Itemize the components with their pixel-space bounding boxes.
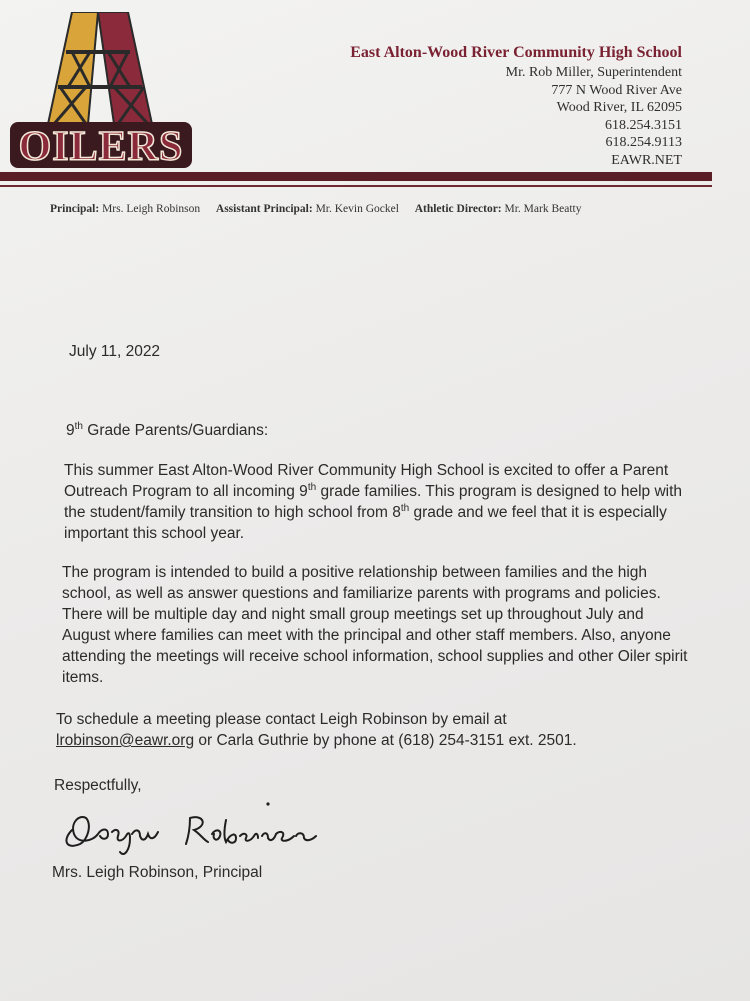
letter-date: July 11, 2022 [69, 343, 161, 360]
principal-label: Principal: [50, 203, 100, 215]
signer-name: Mrs. Leigh Robinson, Principal [52, 864, 263, 881]
paragraph-contact-part-1: To schedule a meeting please contact Leigh Robinson by email at [56, 711, 507, 728]
salutation-ordinal: th [74, 420, 83, 432]
header-rule-thick [0, 172, 712, 181]
ordinal-sup-1: th [307, 481, 317, 493]
assistant-principal-name: Mr. Kevin Gockel [315, 203, 399, 215]
paragraph-intro-part-3: grade and we feel that it is especially important this school year. [64, 504, 667, 542]
salutation-text: Grade Parents/Guardians: [82, 422, 269, 439]
superintendent: Mr. Rob Miller, Superintendent [505, 65, 682, 80]
athletic-director-label: Athletic Director: [414, 203, 502, 215]
school-contact-block [350, 42, 682, 169]
email-link[interactable]: lrobinson@eawr.org [56, 732, 195, 749]
paragraph-contact [56, 709, 696, 751]
staff-line [50, 203, 730, 215]
athletic-director-name: Mr. Mark Beatty [504, 203, 582, 215]
signature-image [58, 800, 328, 862]
paragraph-intro-part-1: This summer East Alton-Wood River Community High School is excited to offer a Parent Outreach Program to all incoming 9 [64, 462, 669, 500]
paragraph-intro [64, 460, 684, 544]
phone-1: 618.254.3151 [605, 117, 682, 133]
address-line-2: Wood River, IL 62095 [556, 100, 682, 115]
principal-name: Mrs. Leigh Robinson [102, 203, 201, 215]
phone-2: 618.254.9113 [605, 135, 682, 150]
school-name: East Alton-Wood River Community High School [350, 44, 682, 61]
paragraph-program: The program is intended to build a positive relationship between families and the high school, as well as answer questions and familiarize parents with programs and policies. There will be multiple day and night small group meetings set up throughout July and August where families can meet with the principal and other staff members. Also, anyone attending the meetings will receive school information, school supplies and other Oiler spirit items. [62, 564, 688, 686]
header-rule-thin [0, 185, 712, 187]
website: EAWR.NET [611, 152, 682, 168]
address-line-1: 777 N Wood River Ave [551, 82, 682, 98]
logo-wordmark: OILERS [18, 124, 184, 170]
paragraph-contact-part-2: or Carla Guthrie by phone at (618) 254-3151 ext. 2501. [194, 732, 577, 749]
ordinal-sup-2: th [400, 502, 410, 514]
salutation-grade: 9 [66, 422, 75, 439]
assistant-principal-label: Assistant Principal: [215, 203, 313, 215]
closing: Respectfully, [54, 777, 142, 794]
oilers-logo [10, 12, 200, 172]
salutation [66, 420, 268, 441]
paragraph-intro-part-2: grade families. This program is designed to help with the student/family transition to high school from 8 [64, 483, 683, 521]
